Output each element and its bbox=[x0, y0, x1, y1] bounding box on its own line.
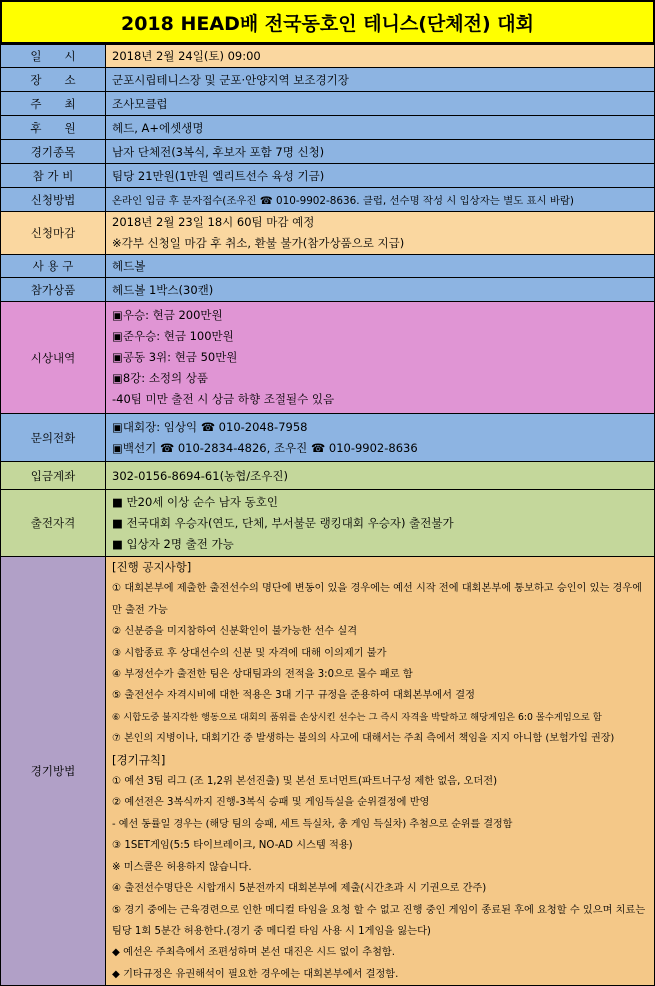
value-apply: 온라인 입금 후 문자접수(조우진 ☎ 010-9902-8636. 클럽, 선수명 작성 시 입상자는 별도 표시 바람) bbox=[106, 188, 655, 212]
notice-item: ④ 부정선수가 출전한 팀은 상대팀과의 전적을 3:0으로 몰수 패로 함 bbox=[112, 669, 413, 681]
value-deadline bbox=[106, 212, 655, 255]
row-fee bbox=[1, 164, 655, 188]
value-sponsor: 헤드, A+에셋생명 bbox=[106, 116, 655, 140]
value-event: 남자 단체전(3복식, 후보자 포함 7명 신청) bbox=[106, 140, 655, 164]
label-date: 일 시 bbox=[1, 45, 106, 68]
eligibility-item: ■ 만20세 이상 순수 남자 동호인 bbox=[112, 494, 278, 509]
value-prizes bbox=[106, 302, 655, 414]
label-host: 주 최 bbox=[1, 92, 106, 116]
row-deadline bbox=[1, 212, 655, 255]
value-fee: 팀당 21만원(1만원 엘리트선수 육성 기금) bbox=[106, 164, 655, 188]
row-eligibility bbox=[1, 490, 655, 557]
label-apply: 신청방법 bbox=[1, 188, 106, 212]
value-eligibility bbox=[106, 490, 655, 557]
label-eligibility: 출전자격 bbox=[1, 490, 106, 557]
value-venue: 군포시립테니스장 및 군포·안양지역 보조경기장 bbox=[106, 68, 655, 92]
notice-item: ② 신분증을 미지참하여 신분확인이 불가능한 선수 실격 bbox=[112, 626, 358, 638]
deadline-note: ※각부 신청일 마감 후 취소, 환불 불가(참가상품으로 지급) bbox=[112, 236, 405, 250]
rule-item: ③ 1SET게임(5:5 타이브레이크, NO-AD 시스템 적용) bbox=[112, 840, 353, 852]
label-sponsor: 후 원 bbox=[1, 116, 106, 140]
value-method bbox=[106, 557, 655, 986]
value-ball: 헤드볼 bbox=[106, 255, 655, 278]
label-deadline: 신청마감 bbox=[1, 212, 106, 255]
label-event: 경기종목 bbox=[1, 140, 106, 164]
deadline-line: 2018년 2월 23일 18시 60팀 마감 예정 bbox=[112, 215, 315, 229]
prize-item: ▣8강: 소정의 상품 bbox=[112, 371, 209, 385]
eligibility-item: ■ 입상자 2명 출전 가능 bbox=[112, 536, 234, 551]
label-ball: 사 용 구 bbox=[1, 255, 106, 278]
row-host bbox=[1, 92, 655, 116]
notice-item: ⑦ 본인의 지병이나, 대회기간 중 발생하는 불의의 사고에 대해서는 주최 측에서 책임을 지지 아니함 (보험가입 권장) bbox=[112, 733, 615, 745]
row-prizes bbox=[1, 302, 655, 414]
notice-heading: [진행 공지사항] bbox=[112, 560, 192, 574]
row-ball bbox=[1, 255, 655, 278]
value-host: 조사모클럽 bbox=[106, 92, 655, 116]
rule-item: ◆ 기타규정은 유권해석이 필요한 경우에는 대회본부에서 결정함. bbox=[112, 968, 399, 980]
row-contact bbox=[1, 414, 655, 462]
label-contact: 문의전화 bbox=[1, 414, 106, 462]
notice-item: ① 대회본부에 제출한 출전선수의 명단에 변동이 있을 경우에는 예선 시작 전에 대회본부에 통보하고 승인이 있는 경우에만 출전 가능 bbox=[112, 583, 643, 616]
prize-item: ▣공동 3위: 현금 50만원 bbox=[112, 350, 238, 364]
label-account: 입금계좌 bbox=[1, 462, 106, 490]
label-prizes: 시상내역 bbox=[1, 302, 106, 414]
row-method bbox=[1, 557, 655, 986]
row-sponsor bbox=[1, 116, 655, 140]
rules-heading: [경기규칙] bbox=[112, 752, 166, 767]
row-date bbox=[1, 45, 655, 68]
rule-item: ② 예선전은 3복식까지 진행-3복식 승패 및 게임득실을 순위결정에 반영 bbox=[112, 797, 430, 809]
eligibility-item: ■ 전국대회 우승자(연도, 단체, 부서불문 랭킹대회 우승자) 출전불가 bbox=[112, 515, 454, 530]
rule-item: ⑤ 경기 중에는 근육경련으로 인한 메디컬 타임을 요청 할 수 없고 진행 중인 게임이 종료된 후에 요청할 수 있으며 치료는 팀당 1회 5분간 허용한다.(경기 중 메디컬 타임 사용 시 1게임을 잃는다) bbox=[112, 904, 646, 937]
row-event bbox=[1, 140, 655, 164]
label-method: 경기방법 bbox=[1, 557, 106, 986]
notice-item: ⑥ 시합도중 불지각한 행동으로 대회의 품위를 손상시킨 선수는 그 즉시 자격을 박탈하고 해당게임은 6:0 몰수게임으로 함 bbox=[112, 711, 602, 723]
value-contact bbox=[106, 414, 655, 462]
row-venue bbox=[1, 68, 655, 92]
row-apply bbox=[1, 188, 655, 212]
rule-item: ④ 출전선수명단은 시합개시 5분전까지 대회본부에 제출(시간초과 시 기권으로 간주) bbox=[112, 883, 487, 895]
prize-note: -40팀 미만 출전 시 상금 하향 조절될수 있음 bbox=[112, 392, 335, 406]
prize-item: ▣준우승: 현금 100만원 bbox=[112, 329, 234, 343]
info-table bbox=[0, 44, 655, 986]
row-gift bbox=[1, 278, 655, 302]
rule-item: - 예선 동률일 경우는 (해당 팀의 승패, 세트 득실차, 총 게임 득실차) 추첨으로 순위를 결정함 bbox=[112, 818, 513, 830]
rule-item: ① 예선 3팀 리그 (조 1,2위 본선진출) 및 본선 토너먼트(파트너구성 제한 없음, 오더전) bbox=[112, 776, 498, 788]
label-fee: 참 가 비 bbox=[1, 164, 106, 188]
contact-line: ▣백선기 ☎ 010-2834-4826, 조우진 ☎ 010-9902-8636 bbox=[112, 440, 418, 455]
value-date: 2018년 2월 24일(토) 09:00 bbox=[106, 45, 655, 68]
prize-item: ▣우승: 현금 200만원 bbox=[112, 308, 223, 322]
label-venue: 장 소 bbox=[1, 68, 106, 92]
value-account: 302-0156-8694-61(농협/조우진) bbox=[106, 462, 655, 490]
rule-item: ◆ 예선은 주최측에서 조편성하며 본선 대진은 시드 없이 추첨함. bbox=[112, 947, 396, 959]
notice-item: ③ 시합종료 후 상대선수의 신분 및 자격에 대해 이의제기 불가 bbox=[112, 647, 387, 659]
label-gift: 참가상품 bbox=[1, 278, 106, 302]
rule-item: ※ 미스콜은 허용하지 않습니다. bbox=[112, 861, 252, 873]
row-account bbox=[1, 462, 655, 490]
contact-line: ▣대회장: 임상익 ☎ 010-2048-7958 bbox=[112, 419, 308, 434]
notice-item: ⑤ 출전선수 자격시비에 대한 적용은 3대 기구 규정을 준용하여 대회본부에서 결정 bbox=[112, 690, 475, 702]
value-gift: 헤드볼 1박스(30캔) bbox=[106, 278, 655, 302]
page-title: 2018 HEAD배 전국동호인 테니스(단체전) 대회 bbox=[0, 0, 655, 44]
